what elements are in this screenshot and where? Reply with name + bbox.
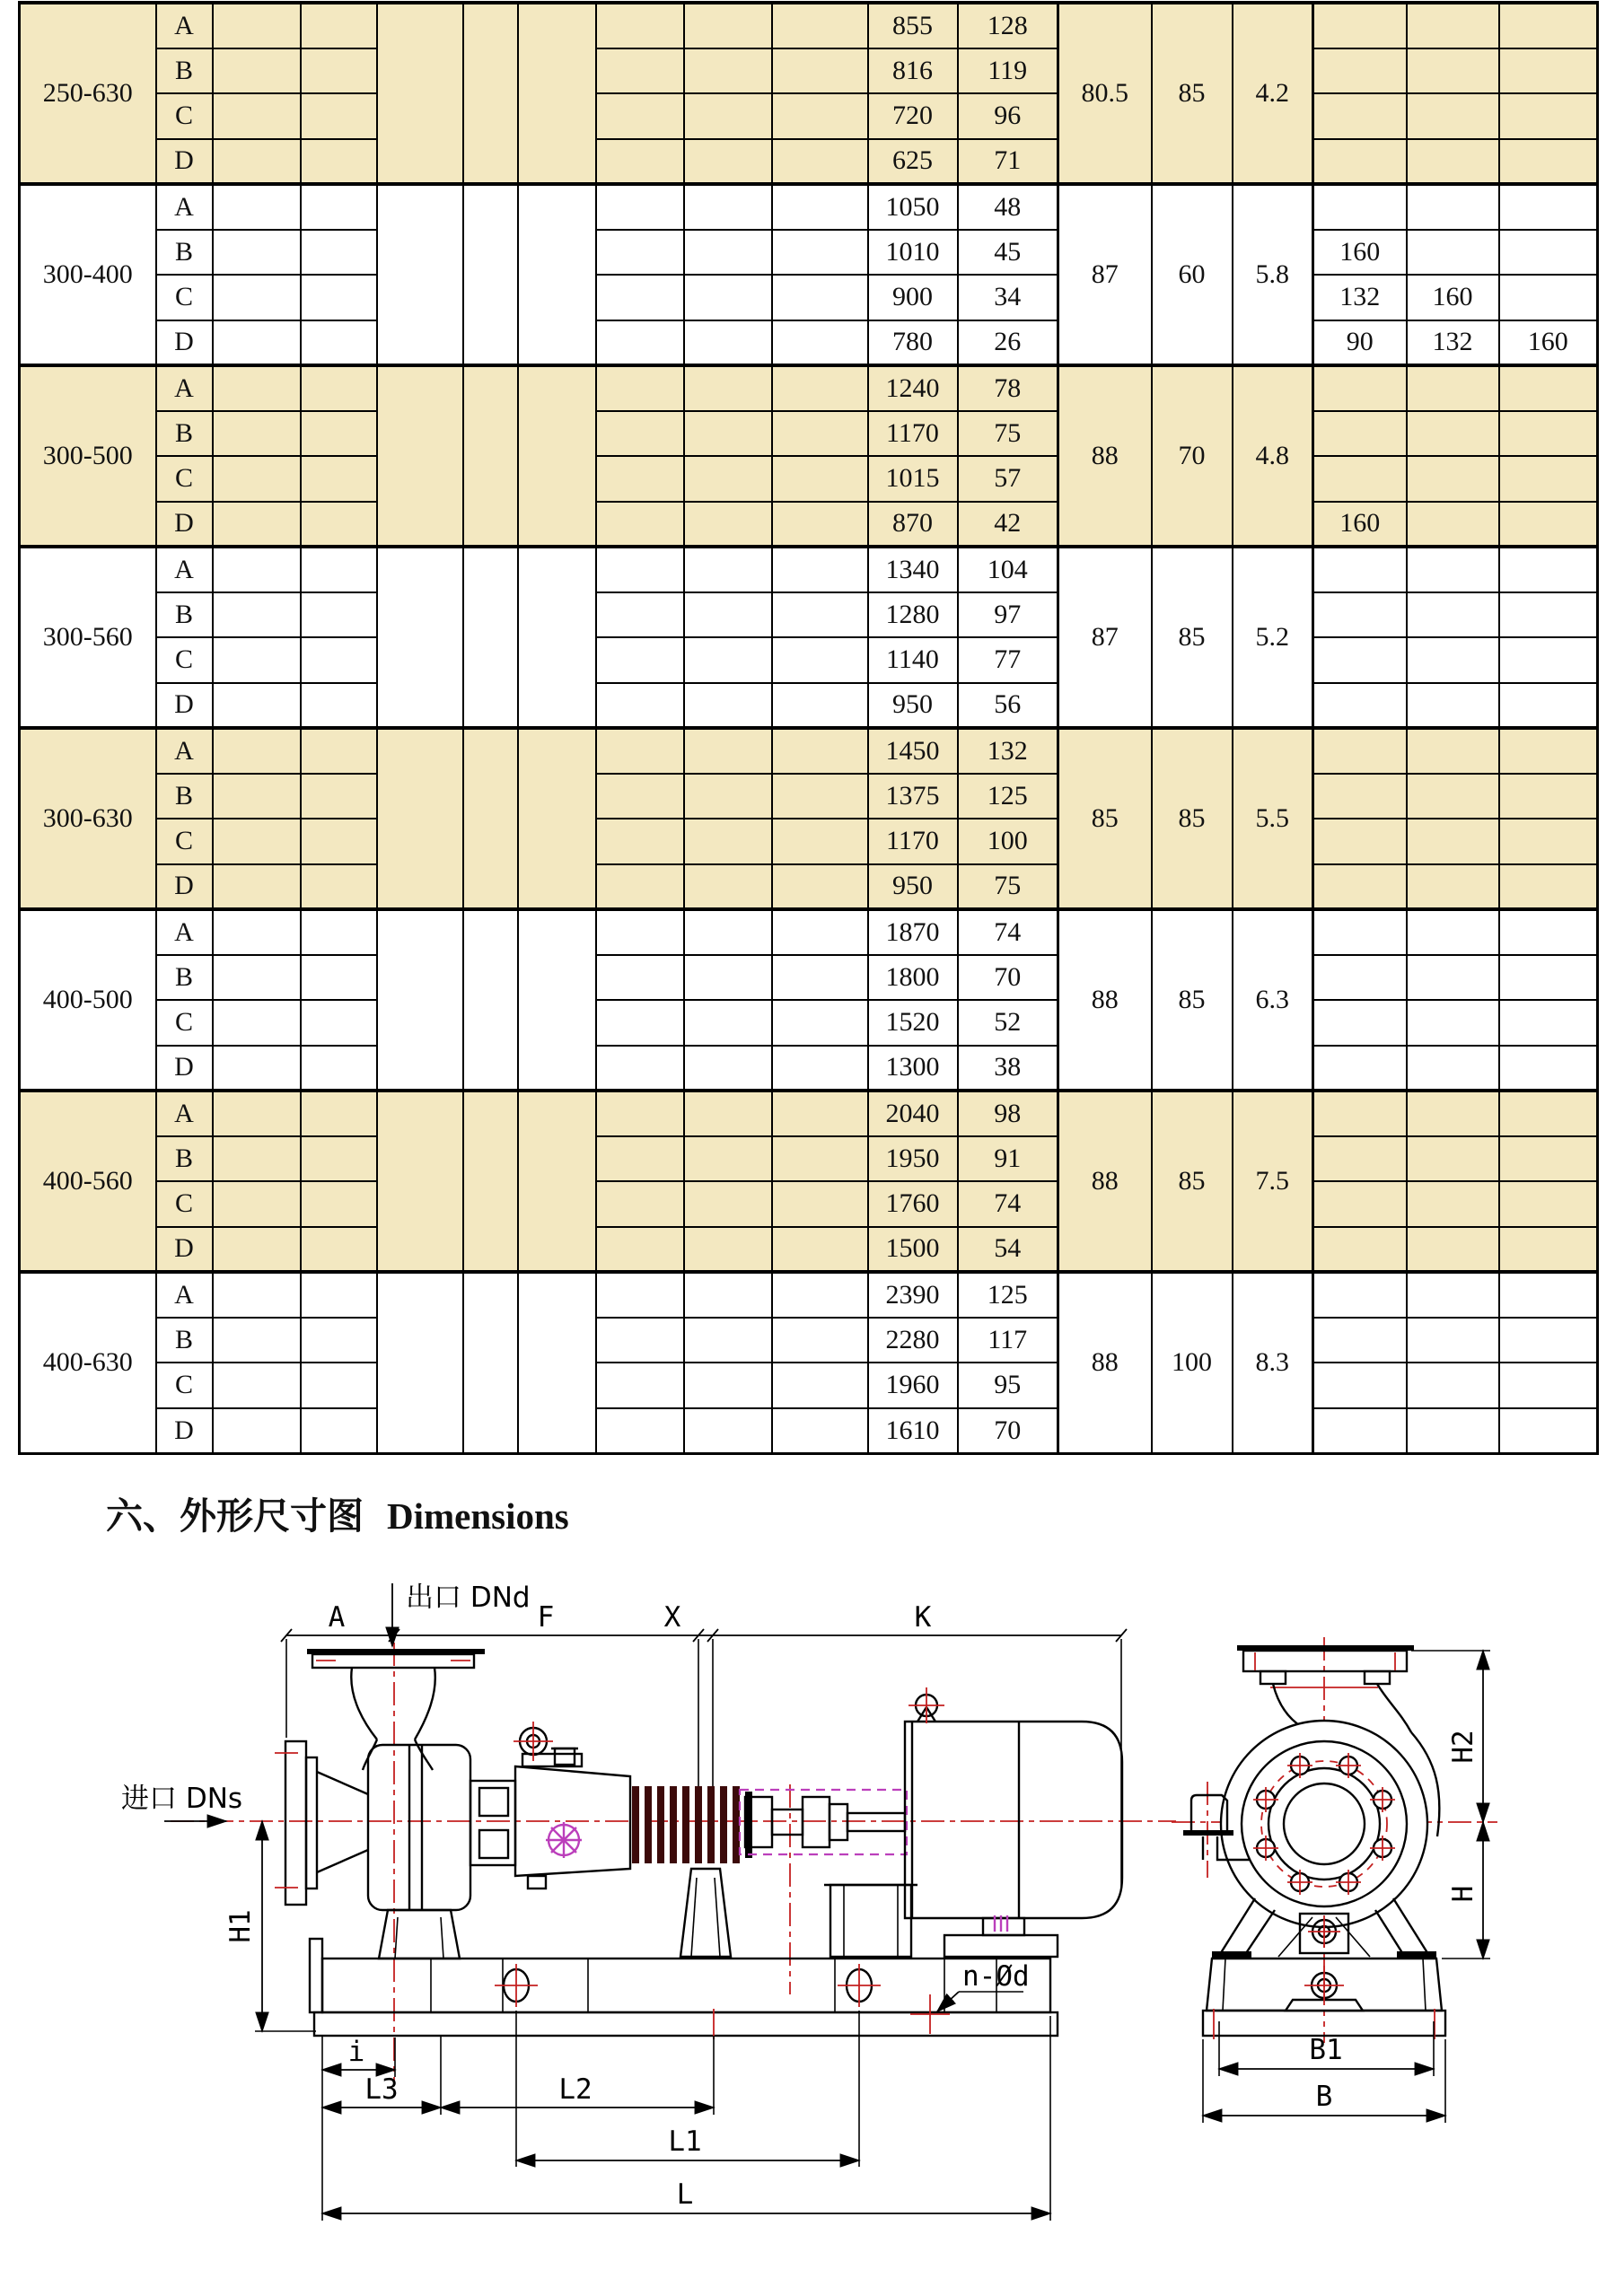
- cell-grade-letter: B: [156, 411, 213, 457]
- cell-grade-letter: A: [156, 184, 213, 230]
- dim-label-l3: L3: [364, 2073, 399, 2106]
- cell-extra-1: 132: [1313, 275, 1407, 320]
- cell-model: 300-560: [20, 547, 156, 728]
- certification-stamp-icon: [546, 1822, 582, 1858]
- cell-grade-letter: A: [156, 365, 213, 411]
- cooling-fins: [632, 1786, 752, 1863]
- cell-value-2: 26: [958, 320, 1058, 366]
- cell-grade-letter: C: [156, 275, 213, 320]
- cell-value-1: 1870: [868, 909, 958, 955]
- dim-label-h2: H2: [1447, 1730, 1479, 1764]
- cell-value-1: 1170: [868, 819, 958, 864]
- cell-value-1: 855: [868, 3, 958, 48]
- cell-value-2: 42: [958, 502, 1058, 548]
- cell-merged-2: 85: [1152, 547, 1233, 728]
- cell-model: 300-630: [20, 728, 156, 909]
- cell-merged-3: 8.3: [1233, 1272, 1313, 1453]
- cell-merged-3: 4.2: [1233, 3, 1313, 184]
- cell-value-2: 96: [958, 93, 1058, 139]
- cell-value-2: 132: [958, 728, 1058, 774]
- cell-value-2: 98: [958, 1091, 1058, 1136]
- cell-value-1: 1015: [868, 456, 958, 502]
- cell-value-2: 75: [958, 411, 1058, 457]
- dim-label-l1: L1: [668, 2125, 702, 2158]
- cell-grade-letter: D: [156, 1408, 213, 1454]
- cell-grade-letter: B: [156, 774, 213, 819]
- cell-grade-letter: B: [156, 955, 213, 1001]
- cell-merged-3: 5.8: [1233, 184, 1313, 365]
- coupling-guard: [740, 1790, 907, 1854]
- cell-value-2: 100: [958, 819, 1058, 864]
- cell-value-2: 104: [958, 547, 1058, 592]
- cell-merged-3: 4.8: [1233, 365, 1313, 547]
- cell-value-1: 2280: [868, 1318, 958, 1363]
- cell-merged-2: 100: [1152, 1272, 1233, 1453]
- cell-value-1: 1240: [868, 365, 958, 411]
- cell-value-1: 1300: [868, 1046, 958, 1091]
- cell-value-2: 117: [958, 1318, 1058, 1363]
- suction-flange: [285, 1741, 306, 1905]
- bolt-hole-callout: n-Ød: [962, 1960, 1030, 1993]
- cell-grade-letter: A: [156, 3, 213, 48]
- cell-value-2: 56: [958, 683, 1058, 729]
- cell-merged-3: 5.2: [1233, 547, 1313, 728]
- dim-label-h1: H1: [224, 1909, 257, 1943]
- cell-merged-1: 85: [1058, 728, 1152, 909]
- cell-grade-letter: C: [156, 1363, 213, 1408]
- cell-value-2: 38: [958, 1046, 1058, 1091]
- cell-merged-3: 7.5: [1233, 1091, 1313, 1272]
- cell-grade-letter: D: [156, 1046, 213, 1091]
- cell-merged-3: 6.3: [1233, 909, 1313, 1091]
- cell-value-2: 77: [958, 637, 1058, 683]
- volute-side: [368, 1745, 470, 1910]
- cell-grade-letter: B: [156, 1318, 213, 1363]
- cell-extra-2: 160: [1407, 275, 1499, 320]
- cell-grade-letter: C: [156, 93, 213, 139]
- cell-value-1: 900: [868, 275, 958, 320]
- cell-extra-2: 132: [1407, 320, 1499, 366]
- cell-value-1: 950: [868, 864, 958, 910]
- cell-value-1: 1610: [868, 1408, 958, 1454]
- cell-value-2: 125: [958, 1272, 1058, 1318]
- cell-grade-letter: C: [156, 456, 213, 502]
- cell-grade-letter: B: [156, 230, 213, 276]
- cell-grade-letter: C: [156, 1000, 213, 1046]
- cell-grade-letter: C: [156, 637, 213, 683]
- cell-merged-1: 88: [1058, 1091, 1152, 1272]
- cell-grade-letter: C: [156, 819, 213, 864]
- cell-value-2: 52: [958, 1000, 1058, 1046]
- motor-body: [905, 1722, 1122, 1918]
- cell-value-2: 71: [958, 139, 1058, 185]
- cell-extra-1: 160: [1313, 502, 1407, 548]
- dim-label-b1: B1: [1309, 2034, 1343, 2066]
- cell-value-1: 1760: [868, 1181, 958, 1227]
- cell-value-2: 45: [958, 230, 1058, 276]
- cell-grade-letter: A: [156, 1091, 213, 1136]
- endview-top-flange: [1243, 1651, 1407, 1671]
- cell-value-2: 119: [958, 48, 1058, 94]
- cell-value-1: 1050: [868, 184, 958, 230]
- cell-value-2: 70: [958, 955, 1058, 1001]
- section-heading-en: Dimensions: [387, 1495, 569, 1537]
- cell-value-1: 1520: [868, 1000, 958, 1046]
- cell-value-1: 1950: [868, 1136, 958, 1182]
- cell-grade-letter: D: [156, 1227, 213, 1273]
- inlet-label: 进口 DNs: [121, 1783, 243, 1815]
- outlet-label: 出口 DNd: [406, 1582, 531, 1614]
- cell-value-2: 48: [958, 184, 1058, 230]
- dim-label-l: L: [676, 2178, 694, 2211]
- cell-merged-1: 88: [1058, 909, 1152, 1091]
- cell-grade-letter: D: [156, 320, 213, 366]
- cell-value-2: 95: [958, 1363, 1058, 1408]
- cell-value-2: 74: [958, 1181, 1058, 1227]
- cell-value-1: 1010: [868, 230, 958, 276]
- cell-merged-2: 85: [1152, 1091, 1233, 1272]
- suction-bore: [1284, 1783, 1365, 1864]
- cell-grade-letter: B: [156, 48, 213, 94]
- cell-value-1: 1375: [868, 774, 958, 819]
- cell-merged-1: 88: [1058, 365, 1152, 547]
- cell-value-2: 125: [958, 774, 1058, 819]
- cell-grade-letter: A: [156, 1272, 213, 1318]
- cell-model: 400-630: [20, 1272, 156, 1453]
- cell-value-2: 75: [958, 864, 1058, 910]
- cell-merged-3: 5.5: [1233, 728, 1313, 909]
- cell-grade-letter: D: [156, 502, 213, 548]
- cell-extra-1: 160: [1313, 230, 1407, 276]
- cell-extra-3: 160: [1499, 320, 1598, 366]
- section-heading-zh: 六、外形尺寸图: [106, 1495, 364, 1537]
- cell-merged-1: 88: [1058, 1272, 1152, 1453]
- cell-merged-2: 85: [1152, 909, 1233, 1091]
- cell-value-2: 128: [958, 3, 1058, 48]
- dim-label-l2: L2: [558, 2073, 593, 2106]
- cell-value-1: 950: [868, 683, 958, 729]
- dim-label-i: i: [347, 2036, 365, 2068]
- cell-value-2: 34: [958, 275, 1058, 320]
- cell-model: 400-560: [20, 1091, 156, 1272]
- cell-value-1: 1800: [868, 955, 958, 1001]
- cell-model: 300-400: [20, 184, 156, 365]
- cell-value-1: 1340: [868, 547, 958, 592]
- cell-value-1: 816: [868, 48, 958, 94]
- cell-value-2: 91: [958, 1136, 1058, 1182]
- cell-value-1: 1170: [868, 411, 958, 457]
- cell-merged-2: 85: [1152, 3, 1233, 184]
- cell-grade-letter: A: [156, 909, 213, 955]
- cell-value-2: 97: [958, 592, 1058, 638]
- cell-grade-letter: D: [156, 683, 213, 729]
- cell-merged-1: 87: [1058, 547, 1152, 728]
- cell-value-1: 1280: [868, 592, 958, 638]
- cell-value-2: 74: [958, 909, 1058, 955]
- cell-grade-letter: A: [156, 728, 213, 774]
- cell-value-1: 1500: [868, 1227, 958, 1273]
- cell-value-2: 78: [958, 365, 1058, 411]
- cell-merged-2: 60: [1152, 184, 1233, 365]
- cell-merged-1: 87: [1058, 184, 1152, 365]
- cell-grade-letter: A: [156, 547, 213, 592]
- cell-grade-letter: C: [156, 1181, 213, 1227]
- cell-grade-letter: B: [156, 1136, 213, 1182]
- cell-value-1: 720: [868, 93, 958, 139]
- cell-value-1: 625: [868, 139, 958, 185]
- cell-value-2: 57: [958, 456, 1058, 502]
- dim-label-k: K: [914, 1601, 932, 1634]
- cell-extra-1: 90: [1313, 320, 1407, 366]
- cell-value-1: 780: [868, 320, 958, 366]
- cell-value-1: 2040: [868, 1091, 958, 1136]
- cell-grade-letter: D: [156, 864, 213, 910]
- cell-merged-1: 80.5: [1058, 3, 1152, 184]
- dim-label-b: B: [1315, 2081, 1333, 2113]
- cell-model: 300-500: [20, 365, 156, 547]
- cell-grade-letter: B: [156, 592, 213, 638]
- cell-grade-letter: D: [156, 139, 213, 185]
- dim-label-h: H: [1447, 1885, 1479, 1903]
- cell-value-1: 1450: [868, 728, 958, 774]
- cell-merged-2: 85: [1152, 728, 1233, 909]
- dim-label-a: A: [328, 1601, 346, 1634]
- dim-label-x: X: [663, 1601, 681, 1634]
- cell-model: 250-630: [20, 3, 156, 184]
- dim-label-f: F: [537, 1601, 555, 1634]
- cell-model: 400-500: [20, 909, 156, 1091]
- cell-value-1: 2390: [868, 1272, 958, 1318]
- cell-merged-2: 70: [1152, 365, 1233, 547]
- cell-value-2: 54: [958, 1227, 1058, 1273]
- cell-value-2: 70: [958, 1408, 1058, 1454]
- cell-value-1: 870: [868, 502, 958, 548]
- cell-value-1: 1960: [868, 1363, 958, 1408]
- cell-value-1: 1140: [868, 637, 958, 683]
